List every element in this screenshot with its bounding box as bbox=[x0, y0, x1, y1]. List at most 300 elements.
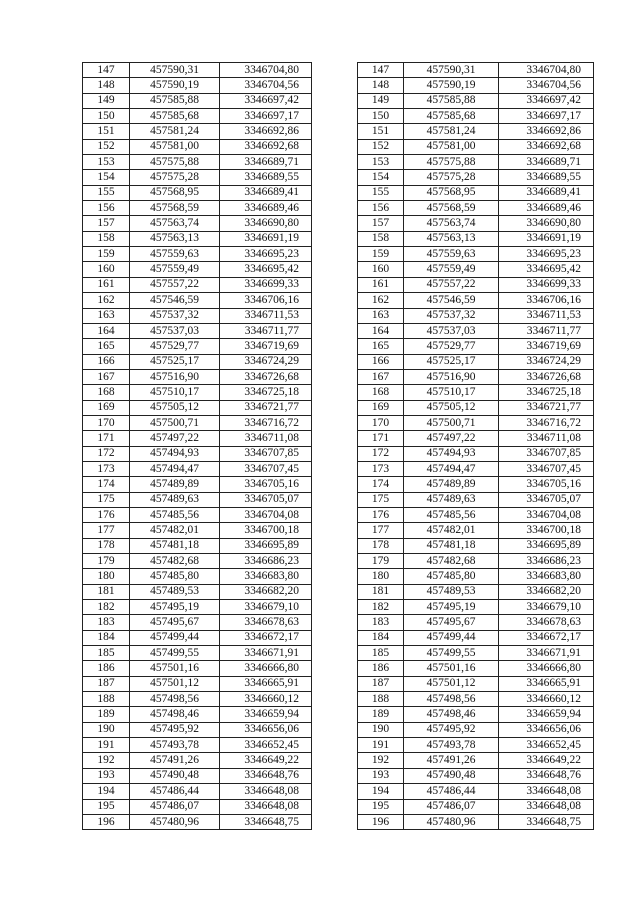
table-row bbox=[83, 155, 594, 170]
point-number-cell: 177 bbox=[83, 523, 130, 538]
point-number-cell: 152 bbox=[358, 139, 404, 154]
table-row bbox=[83, 231, 594, 246]
x-coordinate-cell: 457529,77 bbox=[404, 339, 499, 354]
x-coordinate-cell: 457563,74 bbox=[404, 216, 499, 231]
point-number-cell: 170 bbox=[358, 415, 404, 430]
y-coordinate-cell: 3346689,41 bbox=[499, 185, 594, 200]
point-number-cell: 162 bbox=[83, 293, 130, 308]
column-spacer bbox=[312, 600, 358, 615]
table-row bbox=[83, 477, 594, 492]
y-coordinate-cell: 3346666,80 bbox=[499, 661, 594, 676]
y-coordinate-cell: 3346692,68 bbox=[220, 139, 312, 154]
column-spacer bbox=[312, 201, 358, 216]
y-coordinate-cell: 3346679,10 bbox=[220, 600, 312, 615]
column-spacer bbox=[312, 78, 358, 93]
table-row bbox=[83, 369, 594, 384]
x-coordinate-cell: 457590,31 bbox=[404, 63, 499, 78]
point-number-cell: 164 bbox=[358, 323, 404, 338]
y-coordinate-cell: 3346689,55 bbox=[220, 170, 312, 185]
x-coordinate-cell: 457501,12 bbox=[130, 676, 220, 691]
x-coordinate-cell: 457537,03 bbox=[130, 323, 220, 338]
x-coordinate-cell: 457546,59 bbox=[404, 293, 499, 308]
x-coordinate-cell: 457568,95 bbox=[404, 185, 499, 200]
y-coordinate-cell: 3346679,10 bbox=[499, 600, 594, 615]
y-coordinate-cell: 3346692,68 bbox=[499, 139, 594, 154]
point-number-cell: 154 bbox=[358, 170, 404, 185]
point-number-cell: 195 bbox=[358, 799, 404, 814]
table-row bbox=[83, 584, 594, 599]
x-coordinate-cell: 457495,67 bbox=[130, 615, 220, 630]
point-number-cell: 160 bbox=[358, 262, 404, 277]
table-row bbox=[83, 262, 594, 277]
point-number-cell: 193 bbox=[83, 768, 130, 783]
x-coordinate-cell: 457485,56 bbox=[130, 507, 220, 522]
x-coordinate-cell: 457489,89 bbox=[130, 477, 220, 492]
y-coordinate-cell: 3346683,80 bbox=[220, 569, 312, 584]
column-spacer bbox=[312, 431, 358, 446]
column-spacer bbox=[312, 768, 358, 783]
table-row bbox=[83, 646, 594, 661]
point-number-cell: 179 bbox=[358, 554, 404, 569]
y-coordinate-cell: 3346649,22 bbox=[499, 753, 594, 768]
point-number-cell: 189 bbox=[358, 707, 404, 722]
x-coordinate-cell: 457546,59 bbox=[130, 293, 220, 308]
point-number-cell: 190 bbox=[358, 722, 404, 737]
y-coordinate-cell: 3346700,18 bbox=[220, 523, 312, 538]
point-number-cell: 155 bbox=[83, 185, 130, 200]
x-coordinate-cell: 457501,12 bbox=[404, 676, 499, 691]
x-coordinate-cell: 457581,24 bbox=[404, 124, 499, 139]
point-number-cell: 195 bbox=[83, 799, 130, 814]
y-coordinate-cell: 3346721,77 bbox=[499, 400, 594, 415]
point-number-cell: 194 bbox=[83, 784, 130, 799]
point-number-cell: 172 bbox=[83, 446, 130, 461]
point-number-cell: 190 bbox=[83, 722, 130, 737]
table-row bbox=[83, 109, 594, 124]
y-coordinate-cell: 3346705,16 bbox=[499, 477, 594, 492]
column-spacer bbox=[312, 385, 358, 400]
y-coordinate-cell: 3346689,41 bbox=[220, 185, 312, 200]
y-coordinate-cell: 3346652,45 bbox=[499, 738, 594, 753]
x-coordinate-cell: 457495,19 bbox=[130, 600, 220, 615]
x-coordinate-cell: 457486,44 bbox=[404, 784, 499, 799]
point-number-cell: 147 bbox=[358, 63, 404, 78]
y-coordinate-cell: 3346707,45 bbox=[220, 461, 312, 476]
point-number-cell: 152 bbox=[83, 139, 130, 154]
x-coordinate-cell: 457495,67 bbox=[404, 615, 499, 630]
y-coordinate-cell: 3346672,17 bbox=[499, 630, 594, 645]
y-coordinate-cell: 3346719,69 bbox=[220, 339, 312, 354]
table-row bbox=[83, 78, 594, 93]
x-coordinate-cell: 457499,55 bbox=[404, 646, 499, 661]
y-coordinate-cell: 3346695,89 bbox=[499, 538, 594, 553]
y-coordinate-cell: 3346695,23 bbox=[220, 247, 312, 262]
x-coordinate-cell: 457505,12 bbox=[130, 400, 220, 415]
point-number-cell: 156 bbox=[83, 201, 130, 216]
point-number-cell: 180 bbox=[358, 569, 404, 584]
column-spacer bbox=[312, 753, 358, 768]
x-coordinate-cell: 457585,68 bbox=[130, 109, 220, 124]
column-spacer bbox=[312, 738, 358, 753]
point-number-cell: 191 bbox=[83, 738, 130, 753]
point-number-cell: 162 bbox=[358, 293, 404, 308]
x-coordinate-cell: 457581,00 bbox=[130, 139, 220, 154]
column-spacer bbox=[312, 661, 358, 676]
point-number-cell: 167 bbox=[358, 369, 404, 384]
column-spacer bbox=[312, 216, 358, 231]
y-coordinate-cell: 3346707,45 bbox=[499, 461, 594, 476]
column-spacer bbox=[312, 569, 358, 584]
table-row bbox=[83, 768, 594, 783]
x-coordinate-cell: 457575,28 bbox=[130, 170, 220, 185]
table-row bbox=[83, 661, 594, 676]
column-spacer bbox=[312, 722, 358, 737]
x-coordinate-cell: 457525,17 bbox=[404, 354, 499, 369]
point-number-cell: 184 bbox=[83, 630, 130, 645]
y-coordinate-cell: 3346686,23 bbox=[499, 554, 594, 569]
table-row bbox=[83, 554, 594, 569]
x-coordinate-cell: 457559,49 bbox=[130, 262, 220, 277]
y-coordinate-cell: 3346721,77 bbox=[220, 400, 312, 415]
point-number-cell: 166 bbox=[358, 354, 404, 369]
x-coordinate-cell: 457482,01 bbox=[130, 523, 220, 538]
x-coordinate-cell: 457497,22 bbox=[130, 431, 220, 446]
point-number-cell: 184 bbox=[358, 630, 404, 645]
x-coordinate-cell: 457491,26 bbox=[130, 753, 220, 768]
x-coordinate-cell: 457494,93 bbox=[404, 446, 499, 461]
y-coordinate-cell: 3346689,71 bbox=[220, 155, 312, 170]
y-coordinate-cell: 3346724,29 bbox=[499, 354, 594, 369]
point-number-cell: 160 bbox=[83, 262, 130, 277]
y-coordinate-cell: 3346665,91 bbox=[220, 676, 312, 691]
point-number-cell: 156 bbox=[358, 201, 404, 216]
y-coordinate-cell: 3346656,06 bbox=[499, 722, 594, 737]
table-row bbox=[83, 323, 594, 338]
point-number-cell: 153 bbox=[83, 155, 130, 170]
point-number-cell: 178 bbox=[83, 538, 130, 553]
y-coordinate-cell: 3346705,16 bbox=[220, 477, 312, 492]
column-spacer bbox=[312, 646, 358, 661]
y-coordinate-cell: 3346699,33 bbox=[220, 277, 312, 292]
y-coordinate-cell: 3346705,07 bbox=[499, 492, 594, 507]
x-coordinate-cell: 457557,22 bbox=[404, 277, 499, 292]
point-number-cell: 175 bbox=[358, 492, 404, 507]
x-coordinate-cell: 457557,22 bbox=[130, 277, 220, 292]
x-coordinate-cell: 457500,71 bbox=[130, 415, 220, 430]
point-number-cell: 173 bbox=[358, 461, 404, 476]
table-row bbox=[83, 799, 594, 814]
y-coordinate-cell: 3346665,91 bbox=[499, 676, 594, 691]
y-coordinate-cell: 3346682,20 bbox=[499, 584, 594, 599]
column-spacer bbox=[312, 814, 358, 829]
point-number-cell: 150 bbox=[83, 109, 130, 124]
x-coordinate-cell: 457494,47 bbox=[130, 461, 220, 476]
y-coordinate-cell: 3346678,63 bbox=[499, 615, 594, 630]
point-number-cell: 183 bbox=[358, 615, 404, 630]
y-coordinate-cell: 3346691,19 bbox=[499, 231, 594, 246]
y-coordinate-cell: 3346699,33 bbox=[499, 277, 594, 292]
x-coordinate-cell: 457525,17 bbox=[130, 354, 220, 369]
x-coordinate-cell: 457493,78 bbox=[130, 738, 220, 753]
point-number-cell: 159 bbox=[83, 247, 130, 262]
point-number-cell: 166 bbox=[83, 354, 130, 369]
point-number-cell: 193 bbox=[358, 768, 404, 783]
y-coordinate-cell: 3346726,68 bbox=[499, 369, 594, 384]
x-coordinate-cell: 457498,46 bbox=[130, 707, 220, 722]
x-coordinate-cell: 457585,88 bbox=[404, 93, 499, 108]
x-coordinate-cell: 457486,44 bbox=[130, 784, 220, 799]
y-coordinate-cell: 3346690,80 bbox=[220, 216, 312, 231]
point-number-cell: 148 bbox=[83, 78, 130, 93]
table-row bbox=[83, 722, 594, 737]
point-number-cell: 179 bbox=[83, 554, 130, 569]
x-coordinate-cell: 457559,49 bbox=[404, 262, 499, 277]
y-coordinate-cell: 3346648,08 bbox=[499, 784, 594, 799]
table-row bbox=[83, 784, 594, 799]
x-coordinate-cell: 457499,44 bbox=[404, 630, 499, 645]
y-coordinate-cell: 3346725,18 bbox=[220, 385, 312, 400]
y-coordinate-cell: 3346683,80 bbox=[499, 569, 594, 584]
point-number-cell: 185 bbox=[358, 646, 404, 661]
column-spacer bbox=[312, 323, 358, 338]
x-coordinate-cell: 457501,16 bbox=[130, 661, 220, 676]
table-row bbox=[83, 523, 594, 538]
column-spacer bbox=[312, 477, 358, 492]
y-coordinate-cell: 3346719,69 bbox=[499, 339, 594, 354]
y-coordinate-cell: 3346692,86 bbox=[220, 124, 312, 139]
y-coordinate-cell: 3346660,12 bbox=[499, 692, 594, 707]
y-coordinate-cell: 3346689,46 bbox=[499, 201, 594, 216]
point-number-cell: 178 bbox=[358, 538, 404, 553]
x-coordinate-cell: 457510,17 bbox=[404, 385, 499, 400]
y-coordinate-cell: 3346716,72 bbox=[220, 415, 312, 430]
point-number-cell: 163 bbox=[83, 308, 130, 323]
point-number-cell: 174 bbox=[358, 477, 404, 492]
point-number-cell: 168 bbox=[358, 385, 404, 400]
point-number-cell: 175 bbox=[83, 492, 130, 507]
point-number-cell: 177 bbox=[358, 523, 404, 538]
table-row bbox=[83, 569, 594, 584]
table-row bbox=[83, 385, 594, 400]
x-coordinate-cell: 457537,03 bbox=[404, 323, 499, 338]
x-coordinate-cell: 457559,63 bbox=[404, 247, 499, 262]
y-coordinate-cell: 3346706,16 bbox=[499, 293, 594, 308]
x-coordinate-cell: 457480,96 bbox=[404, 814, 499, 829]
column-spacer bbox=[312, 139, 358, 154]
point-number-cell: 180 bbox=[83, 569, 130, 584]
x-coordinate-cell: 457495,92 bbox=[404, 722, 499, 737]
x-coordinate-cell: 457481,18 bbox=[130, 538, 220, 553]
y-coordinate-cell: 3346652,45 bbox=[220, 738, 312, 753]
y-coordinate-cell: 3346726,68 bbox=[220, 369, 312, 384]
y-coordinate-cell: 3346666,80 bbox=[220, 661, 312, 676]
x-coordinate-cell: 457581,24 bbox=[130, 124, 220, 139]
x-coordinate-cell: 457489,63 bbox=[130, 492, 220, 507]
y-coordinate-cell: 3346660,12 bbox=[220, 692, 312, 707]
column-spacer bbox=[312, 308, 358, 323]
point-number-cell: 157 bbox=[83, 216, 130, 231]
y-coordinate-cell: 3346711,77 bbox=[499, 323, 594, 338]
point-number-cell: 188 bbox=[83, 692, 130, 707]
table-row bbox=[83, 507, 594, 522]
point-number-cell: 161 bbox=[358, 277, 404, 292]
point-number-cell: 194 bbox=[358, 784, 404, 799]
point-number-cell: 171 bbox=[358, 431, 404, 446]
y-coordinate-cell: 3346705,07 bbox=[220, 492, 312, 507]
y-coordinate-cell: 3346697,42 bbox=[220, 93, 312, 108]
x-coordinate-cell: 457482,68 bbox=[404, 554, 499, 569]
column-spacer bbox=[312, 492, 358, 507]
point-number-cell: 169 bbox=[83, 400, 130, 415]
point-number-cell: 174 bbox=[83, 477, 130, 492]
point-number-cell: 147 bbox=[83, 63, 130, 78]
point-number-cell: 151 bbox=[83, 124, 130, 139]
point-number-cell: 154 bbox=[83, 170, 130, 185]
point-number-cell: 172 bbox=[358, 446, 404, 461]
point-number-cell: 161 bbox=[83, 277, 130, 292]
x-coordinate-cell: 457486,07 bbox=[130, 799, 220, 814]
y-coordinate-cell: 3346704,56 bbox=[499, 78, 594, 93]
y-coordinate-cell: 3346690,80 bbox=[499, 216, 594, 231]
x-coordinate-cell: 457529,77 bbox=[130, 339, 220, 354]
y-coordinate-cell: 3346648,76 bbox=[220, 768, 312, 783]
y-coordinate-cell: 3346686,23 bbox=[220, 554, 312, 569]
y-coordinate-cell: 3346672,17 bbox=[220, 630, 312, 645]
x-coordinate-cell: 457575,28 bbox=[404, 170, 499, 185]
table-row bbox=[83, 431, 594, 446]
table-row bbox=[83, 201, 594, 216]
y-coordinate-cell: 3346671,91 bbox=[220, 646, 312, 661]
point-number-cell: 158 bbox=[83, 231, 130, 246]
y-coordinate-cell: 3346711,77 bbox=[220, 323, 312, 338]
x-coordinate-cell: 457585,88 bbox=[130, 93, 220, 108]
x-coordinate-cell: 457505,12 bbox=[404, 400, 499, 415]
y-coordinate-cell: 3346711,08 bbox=[220, 431, 312, 446]
table-row bbox=[83, 676, 594, 691]
y-coordinate-cell: 3346659,94 bbox=[499, 707, 594, 722]
point-number-cell: 170 bbox=[83, 415, 130, 430]
column-spacer bbox=[312, 63, 358, 78]
point-number-cell: 196 bbox=[358, 814, 404, 829]
x-coordinate-cell: 457481,18 bbox=[404, 538, 499, 553]
point-number-cell: 183 bbox=[83, 615, 130, 630]
column-spacer bbox=[312, 584, 358, 599]
column-spacer bbox=[312, 262, 358, 277]
x-coordinate-cell: 457490,48 bbox=[130, 768, 220, 783]
table-row bbox=[83, 93, 594, 108]
point-number-cell: 148 bbox=[358, 78, 404, 93]
point-number-cell: 192 bbox=[358, 753, 404, 768]
y-coordinate-cell: 3346724,29 bbox=[220, 354, 312, 369]
y-coordinate-cell: 3346648,76 bbox=[499, 768, 594, 783]
column-spacer bbox=[312, 109, 358, 124]
column-spacer bbox=[312, 400, 358, 415]
y-coordinate-cell: 3346707,85 bbox=[499, 446, 594, 461]
point-number-cell: 153 bbox=[358, 155, 404, 170]
point-number-cell: 176 bbox=[358, 507, 404, 522]
table-row bbox=[83, 615, 594, 630]
point-number-cell: 149 bbox=[358, 93, 404, 108]
table-row bbox=[83, 600, 594, 615]
x-coordinate-cell: 457482,68 bbox=[130, 554, 220, 569]
point-number-cell: 168 bbox=[83, 385, 130, 400]
y-coordinate-cell: 3346695,23 bbox=[499, 247, 594, 262]
x-coordinate-cell: 457482,01 bbox=[404, 523, 499, 538]
x-coordinate-cell: 457495,19 bbox=[404, 600, 499, 615]
point-number-cell: 150 bbox=[358, 109, 404, 124]
y-coordinate-cell: 3346697,17 bbox=[499, 109, 594, 124]
point-number-cell: 164 bbox=[83, 323, 130, 338]
table-row bbox=[83, 293, 594, 308]
x-coordinate-cell: 457489,63 bbox=[404, 492, 499, 507]
point-number-cell: 185 bbox=[83, 646, 130, 661]
x-coordinate-cell: 457501,16 bbox=[404, 661, 499, 676]
y-coordinate-cell: 3346697,42 bbox=[499, 93, 594, 108]
table-row bbox=[83, 446, 594, 461]
coordinate-table bbox=[82, 62, 594, 830]
x-coordinate-cell: 457510,17 bbox=[130, 385, 220, 400]
x-coordinate-cell: 457485,56 bbox=[404, 507, 499, 522]
point-number-cell: 173 bbox=[83, 461, 130, 476]
x-coordinate-cell: 457575,88 bbox=[130, 155, 220, 170]
column-spacer bbox=[312, 124, 358, 139]
table-row bbox=[83, 339, 594, 354]
x-coordinate-cell: 457581,00 bbox=[404, 139, 499, 154]
column-spacer bbox=[312, 170, 358, 185]
column-spacer bbox=[312, 707, 358, 722]
x-coordinate-cell: 457590,19 bbox=[130, 78, 220, 93]
column-spacer bbox=[312, 615, 358, 630]
x-coordinate-cell: 457486,07 bbox=[404, 799, 499, 814]
y-coordinate-cell: 3346711,08 bbox=[499, 431, 594, 446]
column-spacer bbox=[312, 523, 358, 538]
x-coordinate-cell: 457498,56 bbox=[130, 692, 220, 707]
x-coordinate-cell: 457500,71 bbox=[404, 415, 499, 430]
column-spacer bbox=[312, 155, 358, 170]
y-coordinate-cell: 3346682,20 bbox=[220, 584, 312, 599]
y-coordinate-cell: 3346695,42 bbox=[499, 262, 594, 277]
x-coordinate-cell: 457485,80 bbox=[404, 569, 499, 584]
column-spacer bbox=[312, 369, 358, 384]
y-coordinate-cell: 3346648,75 bbox=[220, 814, 312, 829]
point-number-cell: 151 bbox=[358, 124, 404, 139]
y-coordinate-cell: 3346648,08 bbox=[220, 784, 312, 799]
table-row bbox=[83, 63, 594, 78]
y-coordinate-cell: 3346689,71 bbox=[499, 155, 594, 170]
y-coordinate-cell: 3346691,19 bbox=[220, 231, 312, 246]
x-coordinate-cell: 457498,56 bbox=[404, 692, 499, 707]
point-number-cell: 189 bbox=[83, 707, 130, 722]
point-number-cell: 182 bbox=[358, 600, 404, 615]
x-coordinate-cell: 457568,59 bbox=[404, 201, 499, 216]
point-number-cell: 188 bbox=[358, 692, 404, 707]
table-row bbox=[83, 400, 594, 415]
column-spacer bbox=[312, 339, 358, 354]
column-spacer bbox=[312, 415, 358, 430]
x-coordinate-cell: 457516,90 bbox=[404, 369, 499, 384]
point-number-cell: 192 bbox=[83, 753, 130, 768]
x-coordinate-cell: 457490,48 bbox=[404, 768, 499, 783]
column-spacer bbox=[312, 247, 358, 262]
x-coordinate-cell: 457590,31 bbox=[130, 63, 220, 78]
y-coordinate-cell: 3346689,46 bbox=[220, 201, 312, 216]
table-row bbox=[83, 630, 594, 645]
point-number-cell: 167 bbox=[83, 369, 130, 384]
column-spacer bbox=[312, 93, 358, 108]
y-coordinate-cell: 3346700,18 bbox=[499, 523, 594, 538]
point-number-cell: 165 bbox=[358, 339, 404, 354]
y-coordinate-cell: 3346695,42 bbox=[220, 262, 312, 277]
